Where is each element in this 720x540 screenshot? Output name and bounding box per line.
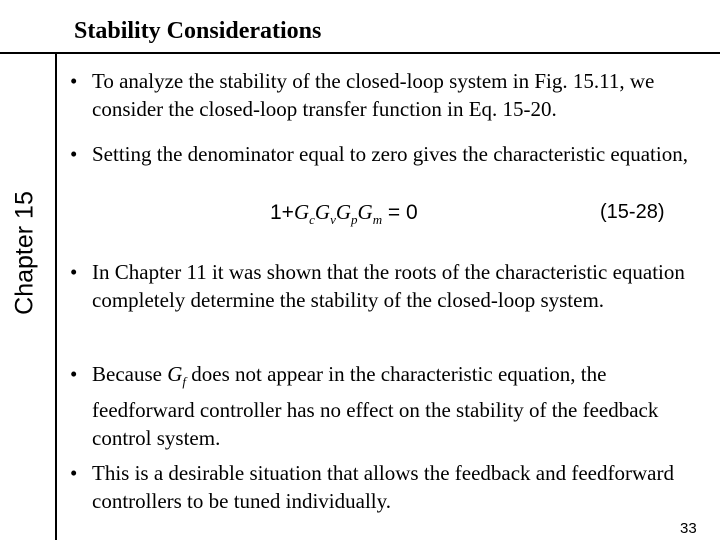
eq-term-subscript: m [372,212,383,228]
characteristic-equation [270,200,418,228]
bullet-text-pre: Because [92,362,168,386]
eq-term-subscript: v [330,212,336,228]
gf-subscript: f [182,374,187,390]
eq-term-symbol: G [335,200,352,224]
gf-symbol: G [167,362,183,386]
equation-number: (15-28) [600,201,665,223]
bullet-dot: • [70,362,78,386]
chapter-label [5,165,45,340]
eq-term-symbol: G [314,200,331,224]
bullet-dot: • [70,461,78,485]
bullet-text: This is a desirable situation that allows the feedback and feedforward controllers to be tuned individually. [92,461,674,513]
bullet-text: In Chapter 11 it was shown that the roots of the characteristic equation completely determine the stability of the closed-loop system. [92,260,685,312]
bullet-dot: • [70,260,78,284]
eq-rhs: = 0 [382,201,418,224]
bullet-text-post: does not appear in the characteristic equation, the feedforward controller has no effect on the stability of the feedback control system. [92,362,659,451]
eq-term-symbol: G [293,200,310,224]
bullet-dot: • [70,142,78,166]
slide-title: Stability Considerations [74,18,322,44]
eq-prefix: 1+ [270,201,294,224]
title-divider [0,52,720,54]
page-number: 33 [680,520,697,537]
bullet-text: Setting the denominator equal to zero gives the characteristic equation, [92,142,688,166]
eq-term-subscript: p [351,212,358,228]
left-divider [55,52,57,540]
bullet-text: To analyze the stability of the closed-loop system in Fig. 15.11, we consider the closed-loop transfer function in Eq. 15-20. [92,69,655,121]
bullet-text [92,360,702,452]
eq-term-symbol: G [357,200,373,224]
bullet-dot: • [70,69,78,93]
chapter-label-text: Chapter 15 [10,190,39,315]
eq-term-subscript: c [309,212,315,228]
